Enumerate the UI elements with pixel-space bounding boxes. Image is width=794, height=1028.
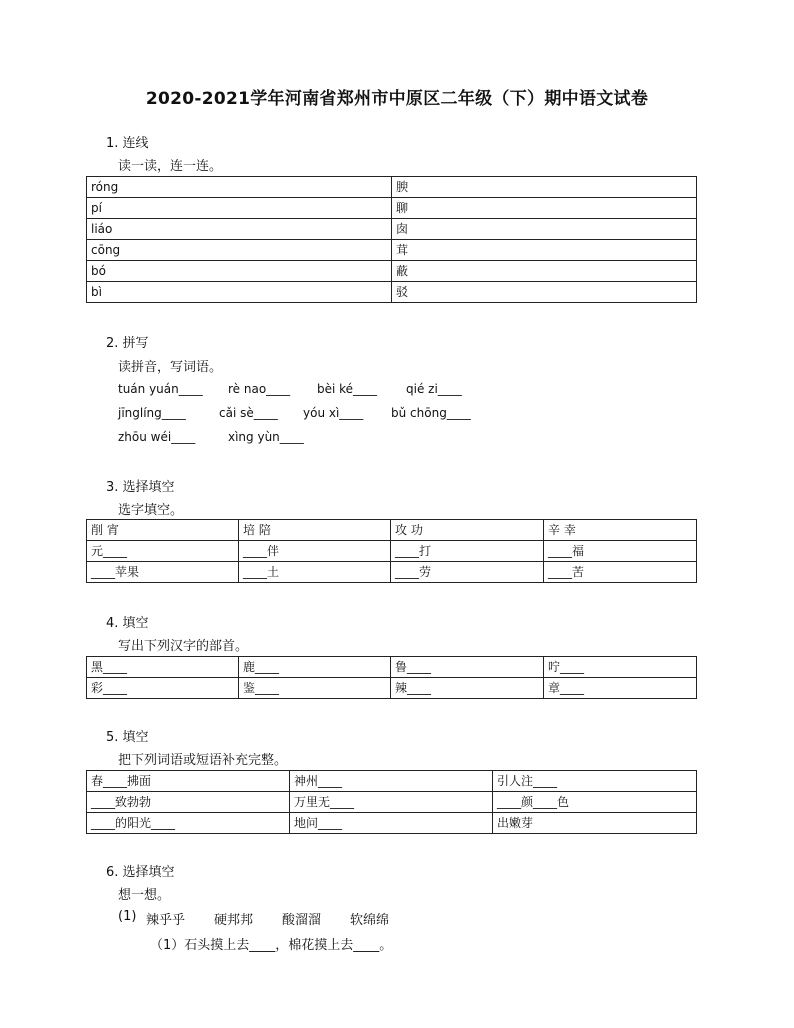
- table-row: [87, 282, 697, 303]
- q4-instruction: 写出下列汉字的部首。: [118, 639, 249, 654]
- q2-heading: 2. 拼写: [106, 336, 149, 351]
- table-cell: 章____: [544, 678, 697, 699]
- char-cell: 囱: [392, 219, 697, 240]
- table-cell: 黑____: [87, 657, 239, 678]
- char-cell: 聊: [392, 198, 697, 219]
- table-cell: ____颜____色: [493, 792, 697, 813]
- pinyin-item: rè nao____: [228, 382, 291, 396]
- option-word: 酸溜溜: [282, 913, 322, 928]
- table-row: [87, 198, 697, 219]
- table-cell: 攻 功: [391, 520, 544, 541]
- pinyin-cell: bó: [87, 261, 392, 282]
- table-cell: 元____: [87, 541, 239, 562]
- q3-instruction: 选字填空。: [118, 503, 184, 518]
- table-row: [87, 177, 697, 198]
- page-title: 2020-2021学年河南省郑州市中原区二年级（下）期中语文试卷: [145, 89, 649, 109]
- table-row: [87, 219, 697, 240]
- table-cell: 辣____: [391, 678, 544, 699]
- table-row: [87, 657, 697, 678]
- table-cell: 彩____: [87, 678, 239, 699]
- q4-table: [86, 656, 697, 699]
- table-cell: ____致勃勃: [87, 792, 290, 813]
- q6-instruction: 想一想。: [118, 888, 171, 903]
- pinyin-item: yóu xì____: [303, 406, 364, 420]
- q5-instruction: 把下列词语或短语补充完整。: [118, 753, 288, 768]
- table-cell: ____苹果: [87, 562, 239, 583]
- q1-heading: 1. 连线: [106, 136, 149, 151]
- q3-table: [86, 519, 697, 583]
- table-cell: 培 陪: [239, 520, 391, 541]
- table-cell: ____苦: [544, 562, 697, 583]
- q6-sentence: （1）石头摸上去____，棉花摸上去____。: [150, 938, 393, 953]
- char-cell: 腴: [392, 177, 697, 198]
- table-cell: ____打: [391, 541, 544, 562]
- table-row: [87, 771, 697, 792]
- pinyin-cell: cōng: [87, 240, 392, 261]
- q5-table: [86, 770, 697, 834]
- table-cell: 地问____: [290, 813, 493, 834]
- table-row: [87, 240, 697, 261]
- table-row: [87, 813, 697, 834]
- pinyin-item: bèi ké____: [317, 382, 378, 396]
- table-cell: 鉴____: [239, 678, 391, 699]
- q2-instruction: 读拼音，写词语。: [118, 360, 223, 375]
- char-cell: 茸: [392, 240, 697, 261]
- q3-heading: 3. 选择填空: [106, 480, 175, 495]
- table-cell: ____土: [239, 562, 391, 583]
- pinyin-cell: pí: [87, 198, 392, 219]
- pinyin-item: xìng yùn____: [228, 430, 304, 444]
- table-cell: ____的阳光____: [87, 813, 290, 834]
- q5-heading: 5. 填空: [106, 730, 149, 745]
- table-cell: ____劳: [391, 562, 544, 583]
- pinyin-item: jīnglíng____: [118, 406, 186, 420]
- table-row: [87, 792, 697, 813]
- table-cell: 鹿____: [239, 657, 391, 678]
- pinyin-item: tuán yuán____: [118, 382, 203, 396]
- table-row: [87, 520, 697, 541]
- pinyin-item: cǎi sè____: [219, 406, 278, 420]
- table-cell: 削 宵: [87, 520, 239, 541]
- option-word: 辣乎乎: [146, 913, 186, 928]
- pinyin-item: qié zi____: [406, 382, 462, 396]
- table-cell: ____伴: [239, 541, 391, 562]
- pinyin-item: bǔ chōng____: [391, 406, 471, 420]
- q1-instruction: 读一读，连一连。: [118, 159, 223, 174]
- pinyin-cell: liáo: [87, 219, 392, 240]
- q6-heading: 6. 选择填空: [106, 865, 175, 880]
- option-word: 软绵绵: [350, 913, 390, 928]
- table-cell: 万里无____: [290, 792, 493, 813]
- table-cell: 春____拂面: [87, 771, 290, 792]
- table-row: [87, 541, 697, 562]
- option-word: 硬邦邦: [214, 913, 254, 928]
- char-cell: 驳: [392, 282, 697, 303]
- table-row: [87, 562, 697, 583]
- table-cell: 出嫩芽: [493, 813, 697, 834]
- table-cell: ____福: [544, 541, 697, 562]
- pinyin-cell: róng: [87, 177, 392, 198]
- table-row: [87, 678, 697, 699]
- table-cell: 鲁____: [391, 657, 544, 678]
- pinyin-cell: bì: [87, 282, 392, 303]
- table-cell: 咛____: [544, 657, 697, 678]
- pinyin-item: zhōu wéi____: [118, 430, 196, 444]
- table-cell: 引人注____: [493, 771, 697, 792]
- options-label: (1): [118, 909, 137, 924]
- table-cell: 辛 幸: [544, 520, 697, 541]
- q4-heading: 4. 填空: [106, 616, 149, 631]
- q1-table: [86, 176, 697, 303]
- table-row: [87, 261, 697, 282]
- char-cell: 蔽: [392, 261, 697, 282]
- table-cell: 神州____: [290, 771, 493, 792]
